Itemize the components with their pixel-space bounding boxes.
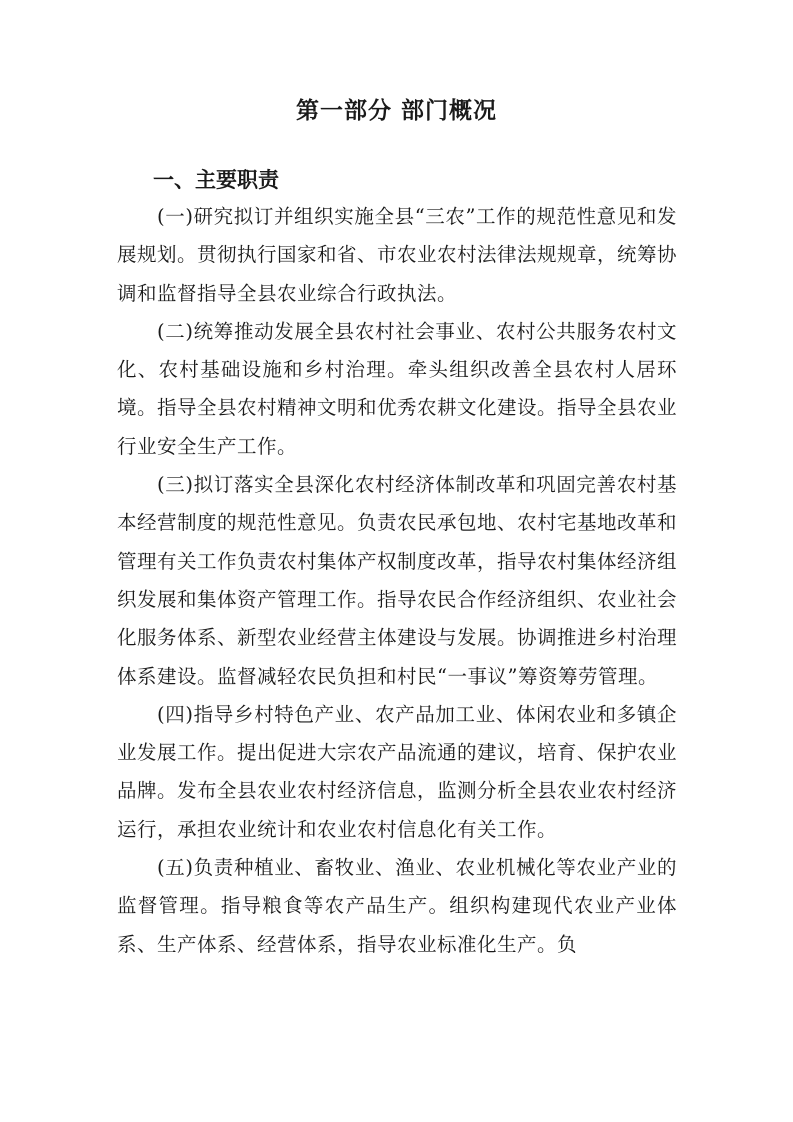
section-heading: 一、主要职责 — [153, 168, 279, 192]
document-body — [117, 198, 677, 964]
paragraph: (四)指导乡村特色产业、农产品加工业、体闲农业和多镇企业发展工作。提出促进大宗农产品流通的建议，培育、保护农业品牌。发布全县农业农村经济信息，监测分析全县农业农村经济运行，承担农业统计和农业农村信息化有关工作。 — [117, 702, 678, 841]
paragraph: (五)负责种植业、畜牧业、渔业、农业机械化等农业产业的监督管理。指导粮食等农产品生产。组织构建现代农业产业体系、生产体系、经营体系，指导农业标准化生产。负 — [117, 856, 677, 956]
part-title: 第一部分 部门概况 — [295, 98, 497, 124]
paragraph: (三)拟订落实全县深化农村经济体制改革和巩固完善农村基本经营制度的规范性意见。负责农民承包地、农村宅基地改革和管理有关工作负责农村集体产权制度改革，指导农村集体经济组织发展和集体资产管理工作。指导农民合作经济组织、农业社会化服务体系、新型农业经营主体建设与发展。协调推进乡村治理体系建设。监督减轻农民负担和村民“一事议”筹资筹劳管理。 — [117, 473, 678, 688]
paragraph: (一)研究拟订并组织实施全县“三农”工作的规范性意见和发展规划。贯彻执行国家和省、市农业农村法律法规规章，统筹协调和监督指导全县农业综合行政执法。 — [117, 205, 678, 305]
paragraph: (二)统筹推动发展全县农村社会事业、农村公共服务农村文化、农村基础设施和乡村治理。牵头组织改善全县农村人居环境。指导全县农村精神文明和优秀农耕文化建设。指导全县农业行业安全生产工作。 — [117, 319, 678, 458]
